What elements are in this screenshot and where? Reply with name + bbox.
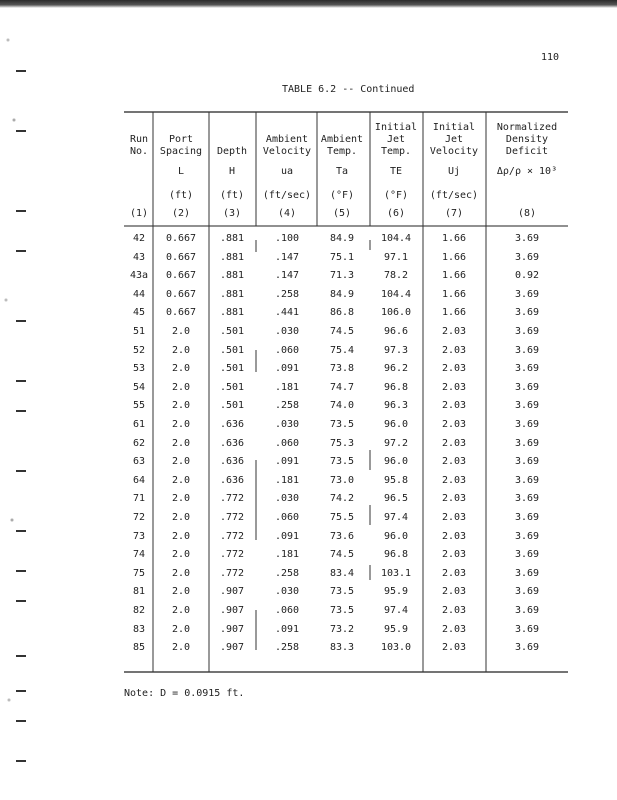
column-header-line: Port: [168, 134, 194, 145]
table-cell: 2.03: [441, 456, 467, 468]
table-cell: 54: [132, 381, 146, 393]
table-cell: 3.69: [514, 326, 540, 337]
table-cell: 74.2: [329, 493, 355, 505]
table-cell: 0.667: [165, 251, 197, 263]
table-cell: .907: [219, 586, 245, 598]
table-cell: 2.0: [171, 642, 191, 654]
table-cell: .060: [274, 344, 300, 356]
table-cell: 73.6: [329, 530, 355, 542]
table-cell: .060: [274, 605, 300, 616]
column-unit: (°F): [383, 190, 409, 201]
table-cell: 2.0: [171, 326, 191, 337]
column-unit: (ft/sec): [262, 190, 312, 201]
table-cell: .441: [274, 307, 300, 319]
column-header-line: Jet: [444, 134, 464, 145]
column-index: (4): [277, 208, 297, 219]
table-cell: 85: [132, 642, 146, 654]
table-cell: 2.03: [441, 549, 467, 561]
table-cell: 0.92: [514, 270, 540, 282]
table-cell: 95.9: [383, 623, 409, 635]
table-cell: 2.03: [441, 567, 467, 579]
table-cell: 74: [132, 549, 146, 561]
table-cell: 95.9: [383, 586, 409, 598]
table-cell: .030: [274, 326, 300, 337]
table-cell: .258: [274, 567, 300, 579]
column-unit: (ft/sec): [429, 190, 479, 201]
table-cell: 96.0: [383, 419, 409, 430]
column-index: (7): [444, 208, 464, 219]
table-cell: 81: [132, 586, 146, 598]
table-cell: 2.0: [171, 363, 191, 375]
table-cell: 3.69: [514, 567, 540, 579]
table-cell: .772: [219, 549, 245, 561]
table-cell: .881: [219, 251, 245, 263]
table-cell: .258: [274, 642, 300, 654]
table-cell: .181: [274, 474, 300, 486]
table-cell: 84.9: [329, 288, 355, 300]
table-cell: 1.66: [441, 251, 467, 263]
table-cell: 78.2: [383, 270, 409, 282]
column-header-line: Normalized: [496, 122, 558, 133]
table-cell: .772: [219, 512, 245, 523]
table-cell: 103.1: [380, 567, 412, 579]
table-cell: 75.1: [329, 251, 355, 263]
table-cell: .881: [219, 233, 245, 244]
column-unit: (ft): [219, 190, 245, 201]
column-header-line: Temp.: [380, 146, 412, 157]
table-cell: 63: [132, 456, 146, 468]
table-cell: 2.03: [441, 605, 467, 616]
column-symbol: H: [228, 166, 236, 177]
table-cell: 1.66: [441, 270, 467, 282]
table-cell: 1.66: [441, 233, 467, 244]
table-cell: 96.5: [383, 493, 409, 505]
table-cell: 2.0: [171, 605, 191, 616]
column-header-line: Depth: [216, 146, 248, 157]
column-header-line: Spacing: [159, 146, 203, 157]
table-cell: 3.69: [514, 512, 540, 523]
table-cell: 3.69: [514, 456, 540, 468]
column-index: (2): [171, 208, 191, 219]
table-cell: .636: [219, 456, 245, 468]
table-cell: 3.69: [514, 288, 540, 300]
table-cell: 61: [132, 419, 146, 430]
table-cell: .772: [219, 493, 245, 505]
column-header-line: Run: [129, 134, 149, 145]
table-cell: .181: [274, 381, 300, 393]
table-cell: 2.03: [441, 381, 467, 393]
table-cell: 45: [132, 307, 146, 319]
scan-left-edge: [0, 0, 30, 800]
table-cell: .881: [219, 270, 245, 282]
table-cell: 2.0: [171, 549, 191, 561]
table-cell: 73.0: [329, 474, 355, 486]
table-cell: .636: [219, 474, 245, 486]
table-cell: .772: [219, 530, 245, 542]
table-cell: .636: [219, 419, 245, 430]
table-cell: 74.5: [329, 326, 355, 337]
table-cell: 96.2: [383, 363, 409, 375]
table-cell: 44: [132, 288, 146, 300]
column-symbol: Δρ/ρ × 10³: [496, 166, 558, 177]
table-cell: 72: [132, 512, 146, 523]
table-cell: 97.1: [383, 251, 409, 263]
table-cell: 3.69: [514, 344, 540, 356]
table-cell: 3.69: [514, 605, 540, 616]
column-symbol: TE: [389, 166, 403, 177]
column-symbol: ua: [280, 166, 294, 177]
table-cell: .147: [274, 251, 300, 263]
table-cell: 2.0: [171, 437, 191, 449]
table-cell: 3.69: [514, 437, 540, 449]
table-cell: 75.4: [329, 344, 355, 356]
table-cell: 3.69: [514, 474, 540, 486]
table-cell: .772: [219, 567, 245, 579]
table-cell: 43a: [129, 270, 149, 282]
table-cell: 96.0: [383, 456, 409, 468]
table-cell: 2.03: [441, 642, 467, 654]
column-index: (8): [517, 208, 537, 219]
table-cell: 2.03: [441, 586, 467, 598]
table-cell: 75: [132, 567, 146, 579]
table-cell: 95.8: [383, 474, 409, 486]
table-cell: 74.7: [329, 381, 355, 393]
table-cell: 103.0: [380, 642, 412, 654]
table-cell: 96.3: [383, 400, 409, 412]
table-cell: 2.03: [441, 474, 467, 486]
table-title: TABLE 6.2 -- Continued: [282, 84, 415, 95]
table-cell: 71: [132, 493, 146, 505]
table-cell: 3.69: [514, 586, 540, 598]
column-index: (1): [129, 208, 149, 219]
table-cell: 51: [132, 326, 146, 337]
column-header-line: Deficit: [505, 146, 549, 157]
table-cell: .030: [274, 586, 300, 598]
table-cell: 3.69: [514, 493, 540, 505]
table-cell: 71.3: [329, 270, 355, 282]
table-cell: 0.667: [165, 270, 197, 282]
table-cell: 74.5: [329, 549, 355, 561]
table-cell: .501: [219, 381, 245, 393]
column-header-line: Temp.: [326, 146, 358, 157]
table-cell: 97.4: [383, 512, 409, 523]
column-unit: (°F): [329, 190, 355, 201]
table-cell: 2.0: [171, 530, 191, 542]
column-symbol: L: [177, 166, 185, 177]
table-cell: 97.3: [383, 344, 409, 356]
table-cell: 2.0: [171, 512, 191, 523]
table-cell: 3.69: [514, 400, 540, 412]
table-cell: 84.9: [329, 233, 355, 244]
table-cell: 96.0: [383, 530, 409, 542]
table-cell: 2.0: [171, 567, 191, 579]
table-cell: 3.69: [514, 381, 540, 393]
table-cell: 0.667: [165, 288, 197, 300]
table-cell: 2.0: [171, 586, 191, 598]
table-cell: 96.6: [383, 326, 409, 337]
table-cell: 3.69: [514, 307, 540, 319]
page-number: 110: [541, 52, 560, 63]
column-header-line: Ambient: [320, 134, 364, 145]
table-cell: .258: [274, 288, 300, 300]
table-cell: 75.5: [329, 512, 355, 523]
table-cell: .181: [274, 549, 300, 561]
table-cell: .091: [274, 623, 300, 635]
table-cell: 3.69: [514, 642, 540, 654]
table-cell: 2.0: [171, 493, 191, 505]
table-cell: 97.4: [383, 605, 409, 616]
column-index: (6): [386, 208, 406, 219]
table-cell: .881: [219, 307, 245, 319]
table-cell: 2.0: [171, 623, 191, 635]
column-header-line: Jet: [386, 134, 406, 145]
table-cell: 53: [132, 363, 146, 375]
table-cell: .060: [274, 512, 300, 523]
table-cell: 1.66: [441, 307, 467, 319]
table-cell: .881: [219, 288, 245, 300]
table-cell: 104.4: [380, 233, 412, 244]
table-cell: 2.0: [171, 381, 191, 393]
table-cell: .091: [274, 530, 300, 542]
table-cell: 83.3: [329, 642, 355, 654]
table-cell: 2.0: [171, 456, 191, 468]
table-cell: .501: [219, 363, 245, 375]
table-cell: 73.8: [329, 363, 355, 375]
table-cell: 1.66: [441, 288, 467, 300]
table-cell: 82: [132, 605, 146, 616]
column-header-line: Density: [505, 134, 549, 145]
table-cell: .030: [274, 493, 300, 505]
column-index: (5): [332, 208, 352, 219]
table-cell: 3.69: [514, 233, 540, 244]
table-cell: 3.69: [514, 363, 540, 375]
column-header-line: Velocity: [262, 146, 312, 157]
table-cell: 43: [132, 251, 146, 263]
table-cell: 2.03: [441, 623, 467, 635]
table-cell: .501: [219, 344, 245, 356]
table-cell: 96.8: [383, 549, 409, 561]
table-cell: 73.5: [329, 586, 355, 598]
table-cell: 2.03: [441, 419, 467, 430]
table-cell: 2.03: [441, 400, 467, 412]
table-cell: 55: [132, 400, 146, 412]
table-cell: 64: [132, 474, 146, 486]
column-header-line: Initial: [374, 122, 418, 133]
column-symbol: Uj: [447, 166, 461, 177]
table-cell: 2.03: [441, 363, 467, 375]
table-cell: .147: [274, 270, 300, 282]
table-cell: 97.2: [383, 437, 409, 449]
column-index: (3): [222, 208, 242, 219]
table-cell: 2.0: [171, 400, 191, 412]
table-cell: 0.667: [165, 233, 197, 244]
table-cell: .907: [219, 642, 245, 654]
scan-top-edge: [0, 0, 617, 8]
column-symbol: Ta: [335, 166, 349, 177]
table-cell: 52: [132, 344, 146, 356]
table-cell: 62: [132, 437, 146, 449]
table-cell: 73.5: [329, 456, 355, 468]
table-cell: .501: [219, 326, 245, 337]
table-cell: 83: [132, 623, 146, 635]
table-cell: 42: [132, 233, 146, 244]
column-header-line: Velocity: [429, 146, 479, 157]
column-header-line: Initial: [432, 122, 476, 133]
table-cell: 75.3: [329, 437, 355, 449]
table-cell: 73.5: [329, 605, 355, 616]
table-cell: 73.5: [329, 419, 355, 430]
table-cell: 3.69: [514, 419, 540, 430]
table-cell: .907: [219, 623, 245, 635]
table-cell: 86.8: [329, 307, 355, 319]
table-cell: 106.0: [380, 307, 412, 319]
table-cell: .258: [274, 400, 300, 412]
table-cell: .501: [219, 400, 245, 412]
table-cell: .100: [274, 233, 300, 244]
table-cell: 2.03: [441, 512, 467, 523]
table-cell: .030: [274, 419, 300, 430]
table-cell: 2.03: [441, 344, 467, 356]
table-cell: .060: [274, 437, 300, 449]
table-cell: 73: [132, 530, 146, 542]
column-header-line: No.: [129, 146, 149, 157]
table-cell: 2.03: [441, 493, 467, 505]
table-cell: .636: [219, 437, 245, 449]
table-cell: 73.2: [329, 623, 355, 635]
table-cell: 3.69: [514, 251, 540, 263]
column-header-line: Ambient: [265, 134, 309, 145]
column-unit: (ft): [168, 190, 194, 201]
table-cell: .091: [274, 363, 300, 375]
table-cell: 96.8: [383, 381, 409, 393]
table-cell: 2.0: [171, 474, 191, 486]
table-cell: 104.4: [380, 288, 412, 300]
table-cell: 2.03: [441, 326, 467, 337]
table-cell: 2.0: [171, 419, 191, 430]
table-note: Note: D = 0.0915 ft.: [124, 688, 245, 699]
table-cell: 3.69: [514, 623, 540, 635]
table-cell: 3.69: [514, 549, 540, 561]
table-cell: .091: [274, 456, 300, 468]
table-cell: 0.667: [165, 307, 197, 319]
table-cell: 3.69: [514, 530, 540, 542]
table-cell: 2.0: [171, 344, 191, 356]
table-cell: 83.4: [329, 567, 355, 579]
table-cell: .907: [219, 605, 245, 616]
table-cell: 2.03: [441, 437, 467, 449]
table-cell: 2.03: [441, 530, 467, 542]
table-cell: 74.0: [329, 400, 355, 412]
